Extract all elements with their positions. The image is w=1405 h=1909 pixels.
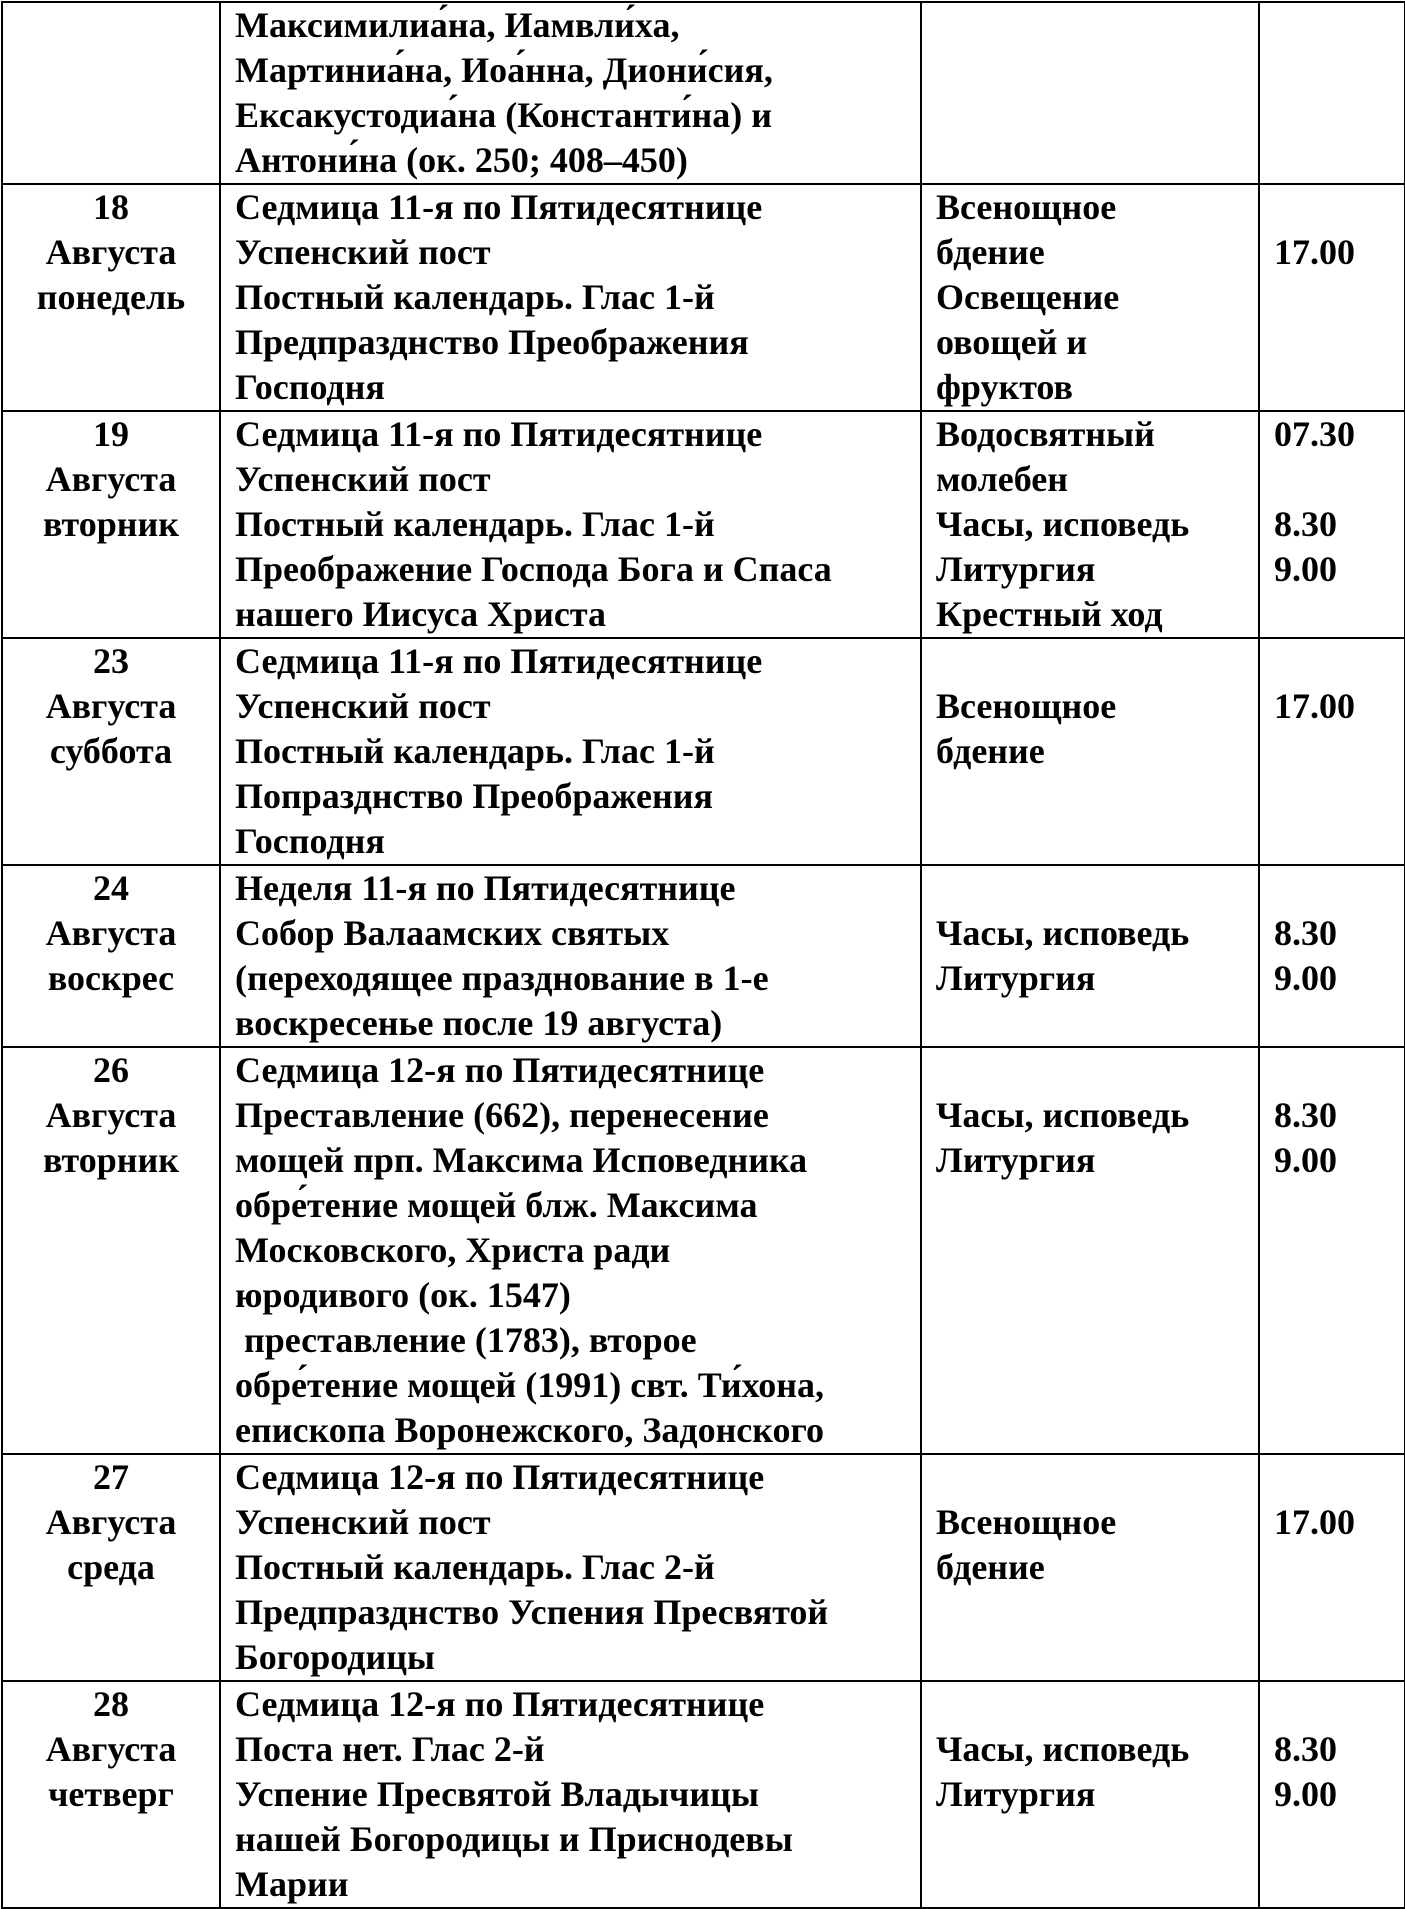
description-line: Постный календарь. Глас 1-й: [235, 504, 715, 544]
table-row: [2, 1454, 1405, 1681]
date-month: Августа: [45, 1502, 177, 1542]
description-line: Преображение Господа Бога и Спаса: [235, 549, 832, 589]
description-cell: [220, 1681, 921, 1908]
time-line: 8.30: [1274, 504, 1337, 544]
description-line: Ексакустодиа́на (Константи́на) и: [235, 95, 773, 135]
date-weekday: вторник: [42, 504, 179, 544]
service-line: Литургия: [936, 958, 1096, 998]
service-line: фруктов: [936, 367, 1073, 407]
description-cell: [220, 638, 921, 865]
description-line: Седмица 12-я по Пятидесятнице: [235, 1050, 765, 1090]
description-line: Поста нет. Глас 2-й: [235, 1729, 545, 1769]
time-line: 17.00: [1274, 1502, 1355, 1542]
date-weekday: четверг: [48, 1774, 174, 1814]
description-cell: [220, 184, 921, 411]
date-day: 28: [93, 1684, 129, 1724]
date-month: Августа: [45, 913, 177, 953]
description-line: (переходящее празднование в 1-е: [235, 958, 769, 998]
service-line: бдение: [936, 232, 1045, 272]
service-line: Всенощное: [936, 1502, 1117, 1542]
time-line: 9.00: [1274, 549, 1337, 589]
table-row: [2, 184, 1405, 411]
service-line: Часы, исповедь: [936, 1729, 1190, 1769]
times-cell: [1259, 411, 1405, 638]
description-line: преставление (1783), второе: [235, 1320, 697, 1360]
description-line: Седмица 11-я по Пятидесятнице: [235, 414, 763, 454]
description-line: Постный календарь. Глас 1-й: [235, 731, 715, 771]
date-day: 18: [93, 187, 129, 227]
service-line: [936, 866, 1258, 911]
date-cell: [2, 411, 220, 638]
schedule-table: [1, 1, 1405, 1909]
service-line: Часы, исповедь: [936, 1095, 1190, 1135]
services-cell: [921, 2, 1259, 184]
description-cell: [220, 1454, 921, 1681]
description-line: Успенский пост: [235, 686, 491, 726]
times-cell: [1259, 638, 1405, 865]
description-line: Предпразднство Успения Пресвятой: [235, 1592, 829, 1632]
times-cell: [1259, 1454, 1405, 1681]
service-line: Литургия: [936, 549, 1096, 589]
times-cell: [1259, 1047, 1405, 1454]
time-line: 9.00: [1274, 958, 1337, 998]
service-line: Всенощное: [936, 187, 1117, 227]
description-line: Господня: [235, 821, 385, 861]
date-cell: [2, 184, 220, 411]
service-line: [936, 1048, 1258, 1093]
description-line: Успение Пресвятой Владычицы: [235, 1774, 759, 1814]
date-cell: [2, 1681, 220, 1908]
date-weekday: среда: [67, 1547, 155, 1587]
date-day: 24: [93, 868, 129, 908]
times-cell: [1259, 865, 1405, 1047]
date-month: Августа: [45, 459, 177, 499]
date-month: Августа: [45, 686, 177, 726]
table-row: [2, 865, 1405, 1047]
description-line: воскресенье после 19 августа): [235, 1003, 723, 1043]
description-cell: [220, 865, 921, 1047]
description-line: Антони́на (ок. 250; 408–450): [235, 140, 688, 180]
time-line: 9.00: [1274, 1774, 1337, 1814]
description-line: юродивого (ок. 1547): [235, 1275, 571, 1315]
description-line: Седмица 12-я по Пятидесятнице: [235, 1457, 765, 1497]
services-cell: [921, 411, 1259, 638]
time-line: 8.30: [1274, 1729, 1337, 1769]
date-cell: [2, 1047, 220, 1454]
service-line: овощей и: [936, 322, 1088, 362]
date-month: Августа: [45, 1095, 177, 1135]
service-line: Литургия: [936, 1140, 1096, 1180]
service-line: Часы, исповедь: [936, 504, 1190, 544]
date-weekday: суббота: [49, 731, 173, 771]
description-line: Преставление (662), перенесение: [235, 1095, 769, 1135]
date-cell: [2, 638, 220, 865]
description-line: Седмица 11-я по Пятидесятнице: [235, 641, 763, 681]
description-line: Мартиниа́на, Иоа́нна, Диони́сия,: [235, 50, 773, 90]
description-line: Успенский пост: [235, 1502, 491, 1542]
date-day: 27: [93, 1457, 129, 1497]
description-line: мощей прп. Максима Исповедника: [235, 1140, 808, 1180]
description-line: Успенский пост: [235, 232, 491, 272]
times-cell: [1259, 1681, 1405, 1908]
date-weekday: вторник: [42, 1140, 179, 1180]
table-row: [2, 2, 1405, 184]
schedule-body: [2, 2, 1405, 1908]
time-line: 07.30: [1274, 414, 1355, 454]
description-line: Предпразднство Преображения: [235, 322, 749, 362]
date-cell: [2, 2, 220, 184]
table-row: [2, 411, 1405, 638]
date-cell: [2, 1454, 220, 1681]
time-line: [1274, 639, 1404, 684]
time-line: [1274, 457, 1404, 502]
services-cell: [921, 1681, 1259, 1908]
date-day: 26: [93, 1050, 129, 1090]
date-day: 23: [93, 641, 129, 681]
table-row: [2, 1047, 1405, 1454]
services-cell: [921, 865, 1259, 1047]
description-line: Собор Валаамских святых: [235, 913, 670, 953]
date-cell: [2, 865, 220, 1047]
time-line: [1274, 185, 1404, 230]
description-line: Постный календарь. Глас 2-й: [235, 1547, 715, 1587]
time-line: 9.00: [1274, 1140, 1337, 1180]
service-line: Литургия: [936, 1774, 1096, 1814]
description-line: Максимилиа́на, Иамвли́ха,: [235, 5, 680, 45]
services-cell: [921, 1454, 1259, 1681]
times-cell: [1259, 2, 1405, 184]
service-line: [936, 639, 1258, 684]
table-row: [2, 1681, 1405, 1908]
date-month: Августа: [45, 232, 177, 272]
times-cell: [1259, 184, 1405, 411]
description-line: Неделя 11-я по Пятидесятнице: [235, 868, 736, 908]
description-line: Господня: [235, 367, 385, 407]
time-line: [1274, 866, 1404, 911]
time-line: 17.00: [1274, 686, 1355, 726]
service-line: бдение: [936, 731, 1045, 771]
services-cell: [921, 1047, 1259, 1454]
table-row: [2, 638, 1405, 865]
description-line: Московского, Христа ради: [235, 1230, 671, 1270]
description-line: Успенский пост: [235, 459, 491, 499]
time-line: [1274, 1048, 1404, 1093]
description-line: Попразднство Преображения: [235, 776, 713, 816]
service-line: Освещение: [936, 277, 1120, 317]
description-cell: [220, 411, 921, 638]
service-line: [936, 1682, 1258, 1727]
description-line: Богородицы: [235, 1637, 436, 1677]
description-line: Седмица 12-я по Пятидесятнице: [235, 1684, 765, 1724]
service-line: [936, 1455, 1258, 1500]
time-line: 8.30: [1274, 1095, 1337, 1135]
description-line: нашего Иисуса Христа: [235, 594, 606, 634]
description-line: обре́тение мощей (1991) свт. Ти́хона,: [235, 1365, 824, 1405]
date-day: 19: [93, 414, 129, 454]
service-line: Водосвятный: [936, 414, 1155, 454]
services-cell: [921, 184, 1259, 411]
service-line: Крестный ход: [936, 594, 1163, 634]
description-line: Постный календарь. Глас 1-й: [235, 277, 715, 317]
time-line: [1274, 1455, 1404, 1500]
description-line: Марии: [235, 1864, 349, 1904]
description-line: епископа Воронежского, Задонского: [235, 1410, 825, 1450]
service-line: Часы, исповедь: [936, 913, 1190, 953]
service-line: молебен: [936, 459, 1068, 499]
time-line: 8.30: [1274, 913, 1337, 953]
date-weekday: понедель: [36, 277, 186, 317]
description-line: нашей Богородицы и Приснодевы: [235, 1819, 793, 1859]
date-month: Августа: [45, 1729, 177, 1769]
description-line: Седмица 11-я по Пятидесятнице: [235, 187, 763, 227]
time-line: 17.00: [1274, 232, 1355, 272]
description-cell: [220, 2, 921, 184]
service-line: бдение: [936, 1547, 1045, 1587]
services-cell: [921, 638, 1259, 865]
service-line: Всенощное: [936, 686, 1117, 726]
description-line: обре́тение мощей блж. Максима: [235, 1185, 758, 1225]
time-line: [1274, 1682, 1404, 1727]
description-cell: [220, 1047, 921, 1454]
date-weekday: воскрес: [47, 958, 175, 998]
